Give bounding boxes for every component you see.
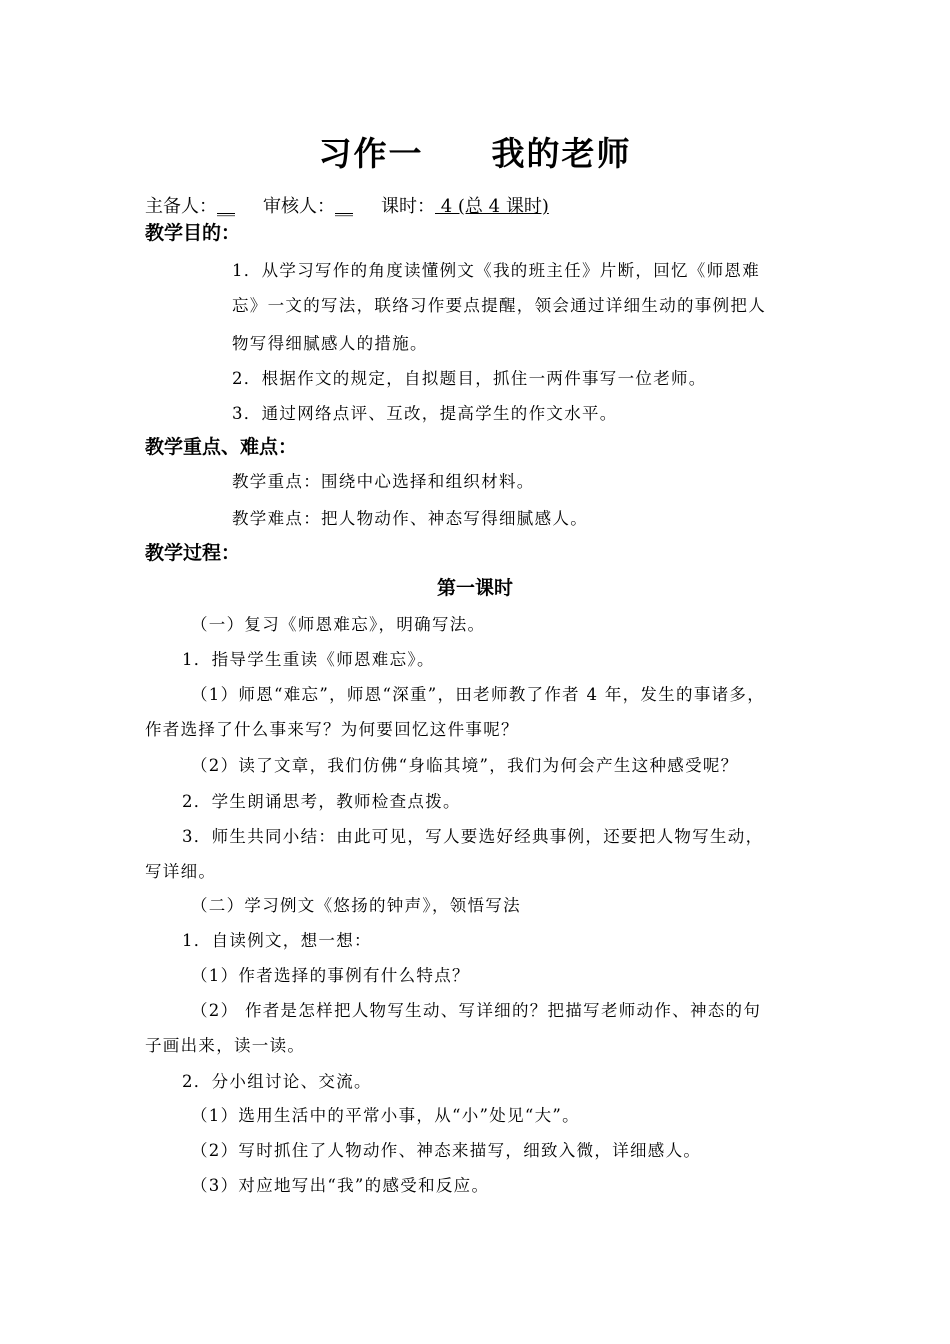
key-points-heading: 教学重点、难点： xyxy=(145,436,298,458)
process-line: （一）复习《师恩难忘》，明确写法。 xyxy=(191,615,486,634)
process-line: 1．指导学生重读《师恩难忘》。 xyxy=(182,650,435,669)
process-line: 2．分小组讨论、交流。 xyxy=(182,1072,372,1091)
objective-line: 2．根据作文的规定，自拟题目，抓住一两件事写一位老师。 xyxy=(232,369,707,388)
teaching-difficulty: 教学难点：把人物动作、神态写得细腻感人。 xyxy=(232,509,588,528)
process-line: （1）师恩“难忘”，师恩“深重”，田老师教了作者 4 年，发生的事诸多， xyxy=(191,685,766,704)
process-line: 3．师生共同小结：由此可见，写人要选好经典事例，还要把人物写生动， xyxy=(182,827,764,846)
session-title: 第一课时 xyxy=(436,577,513,599)
process-line: 1．自读例文，想一想： xyxy=(182,931,372,950)
process-line: 子画出来，读一读。 xyxy=(145,1036,306,1055)
lesson-meta-line xyxy=(145,192,549,218)
process-heading: 教学过程： xyxy=(145,542,241,564)
period-label: 课时： xyxy=(381,196,435,217)
process-line: （1）作者选择的事例有什么特点？ xyxy=(191,966,470,985)
title-part-1: 习作一 xyxy=(318,134,424,173)
objective-line: 1．从学习写作的角度读懂例文《我的班主任》片断，回忆《师恩难 xyxy=(232,261,760,280)
objectives-heading: 教学目的： xyxy=(145,222,241,244)
process-line: （3）对应地写出“我”的感受和反应。 xyxy=(191,1176,490,1195)
teaching-focus: 教学重点：围绕中心选择和组织材料。 xyxy=(232,472,535,491)
objective-line: 物写得细腻感人的措施。 xyxy=(232,334,428,353)
process-line: （2） 作者是怎样把人物写生动、写详细的？把描写老师动作、神态的句 xyxy=(191,1001,762,1020)
reviewer-label: 审核人： xyxy=(263,196,335,217)
period-value: 4 (总 4 课时) xyxy=(435,196,549,217)
reviewer-value: __ xyxy=(335,196,353,217)
preparer-value: __ xyxy=(217,196,235,217)
preparer-label: 主备人： xyxy=(145,196,217,217)
process-line: （2）读了文章，我们仿佛“身临其境”，我们为何会产生这种感受呢？ xyxy=(191,756,739,775)
title-part-2: 我的老师 xyxy=(491,134,632,173)
document-title xyxy=(0,128,950,175)
process-line: （2）写时抓住了人物动作、神态来描写，细致入微，详细感人。 xyxy=(191,1141,702,1160)
process-line: （1）选用生活中的平常小事，从“小”处见“大”。 xyxy=(191,1106,580,1125)
process-line: （二）学习例文《悠扬的钟声》，领悟写法 xyxy=(191,896,521,915)
process-line: 作者选择了什么事来写？为何要回忆这件事呢？ xyxy=(145,720,519,739)
objective-line: 3．通过网络点评、互改，提高学生的作文水平。 xyxy=(232,404,618,423)
objective-line: 忘》一文的写法，联络习作要点提醒，领会通过详细生动的事例把人 xyxy=(232,296,766,315)
process-line: 2．学生朗诵思考，教师检查点拨。 xyxy=(182,792,461,811)
process-line: 写详细。 xyxy=(145,862,217,881)
